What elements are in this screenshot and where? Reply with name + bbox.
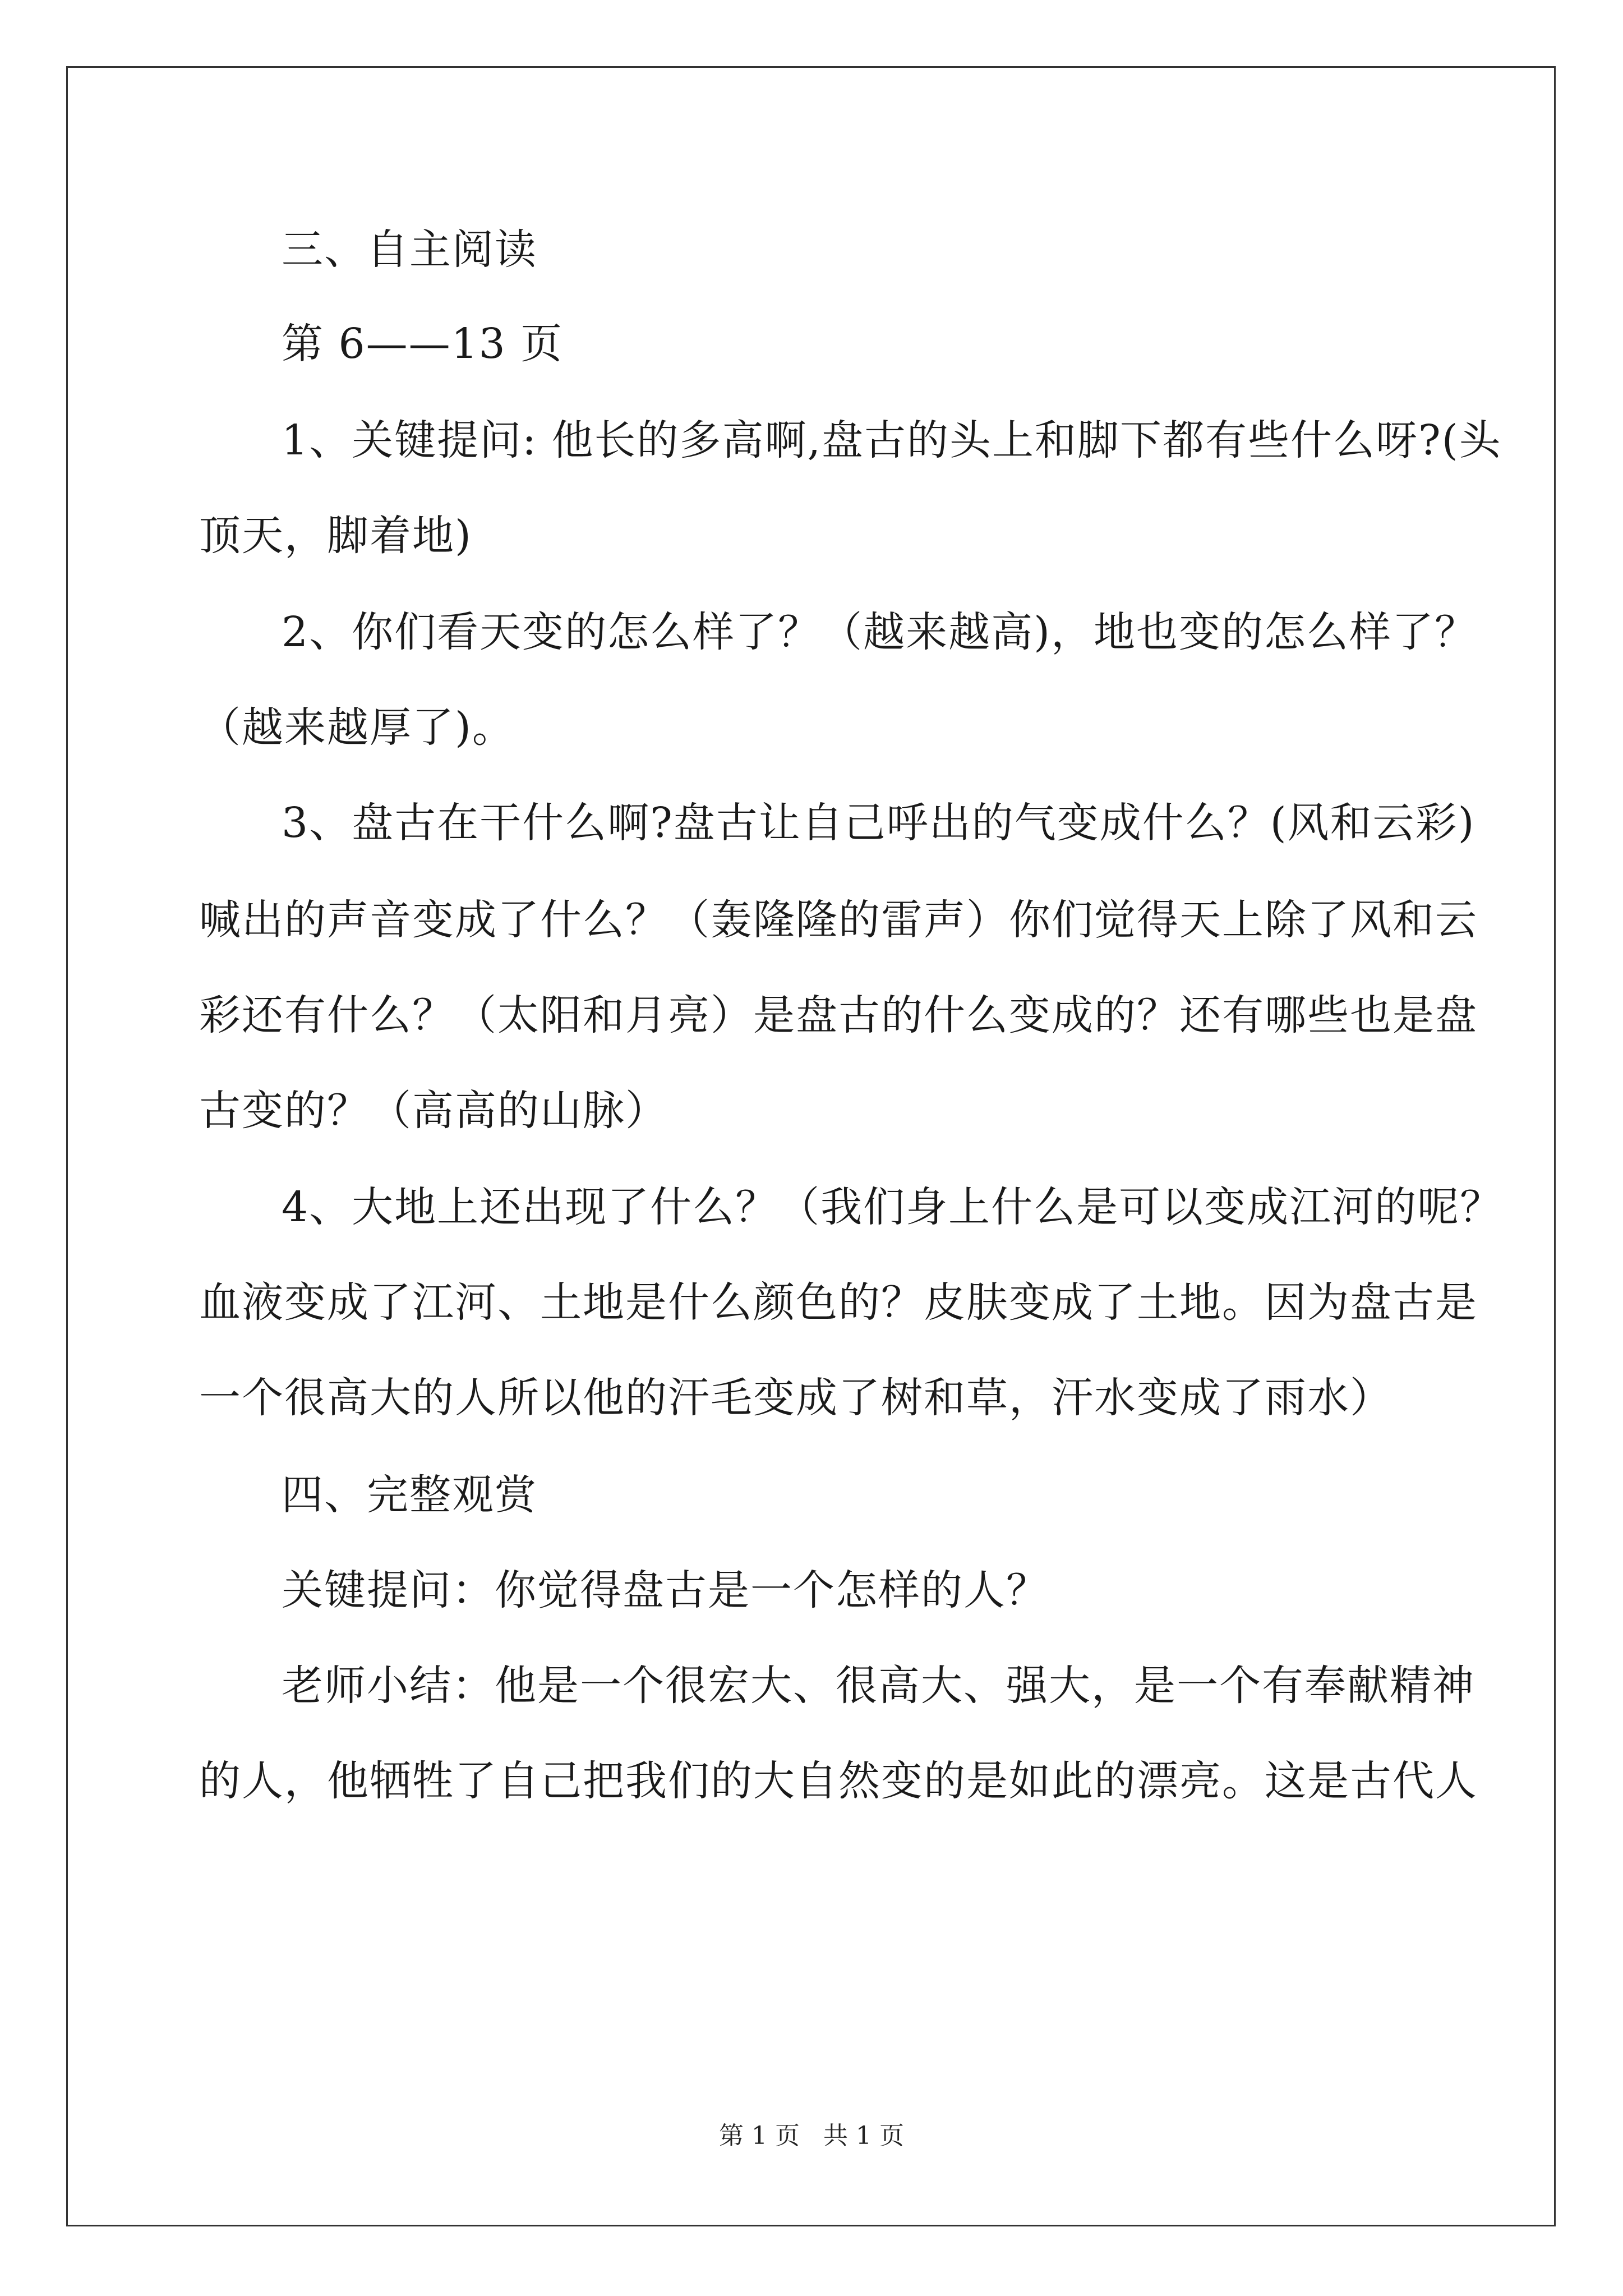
question-2-line-1: 2、你们看天变的怎么样了？（越来越高)，地也变的怎么样了？ [282, 608, 1477, 656]
page-range-label: 第 6——13 页 [282, 320, 564, 368]
question-3-line-3: 彩还有什么？（太阳和月亮）是盘古的什么变成的？还有哪些也是盘 [199, 991, 1478, 1039]
teacher-summary-line-1: 老师小结：他是一个很宏大、很高大、强大，是一个有奉献精神 [282, 1662, 1475, 1710]
question-2-line-2: （越来越厚了)。 [199, 703, 515, 752]
page-footer: 第 1 页 共 1 页 [719, 2122, 904, 2150]
question-4-line-2: 血液变成了江河、土地是什么颜色的？皮肤变成了土地。因为盘古是 [199, 1278, 1478, 1327]
page-border [66, 66, 1556, 2226]
question-4-line-1: 4、大地上还出现了什么？（我们身上什么是可以变成江河的呢？ [282, 1183, 1503, 1231]
question-1-line-2: 顶天，脚着地) [199, 512, 472, 560]
question-3-line-2: 喊出的声音变成了什么？（轰隆隆的雷声）你们觉得天上除了风和云 [199, 896, 1478, 944]
key-question: 关键提问：你觉得盘古是一个怎样的人？ [282, 1566, 1049, 1614]
question-3-line-1: 3、盘古在干什么啊?盘古让自己呼出的气变成什么？(风和云彩) [282, 799, 1476, 847]
teacher-summary-line-2: 的人，他牺牲了自己把我们的大自然变的是如此的漂亮。这是古代人 [199, 1757, 1478, 1805]
question-1-line-1: 1、关键提问: 他长的多高啊,盘古的头上和脚下都有些什么呀?(头 [282, 416, 1502, 464]
section-heading-independent-reading: 三、自主阅读 [282, 226, 537, 274]
question-3-line-4: 古变的？（高高的山脉） [199, 1087, 668, 1135]
section-heading-full-viewing: 四、完整观赏 [282, 1471, 537, 1519]
question-4-line-3: 一个很高大的人所以他的汗毛变成了树和草，汗水变成了雨水） [199, 1374, 1393, 1422]
